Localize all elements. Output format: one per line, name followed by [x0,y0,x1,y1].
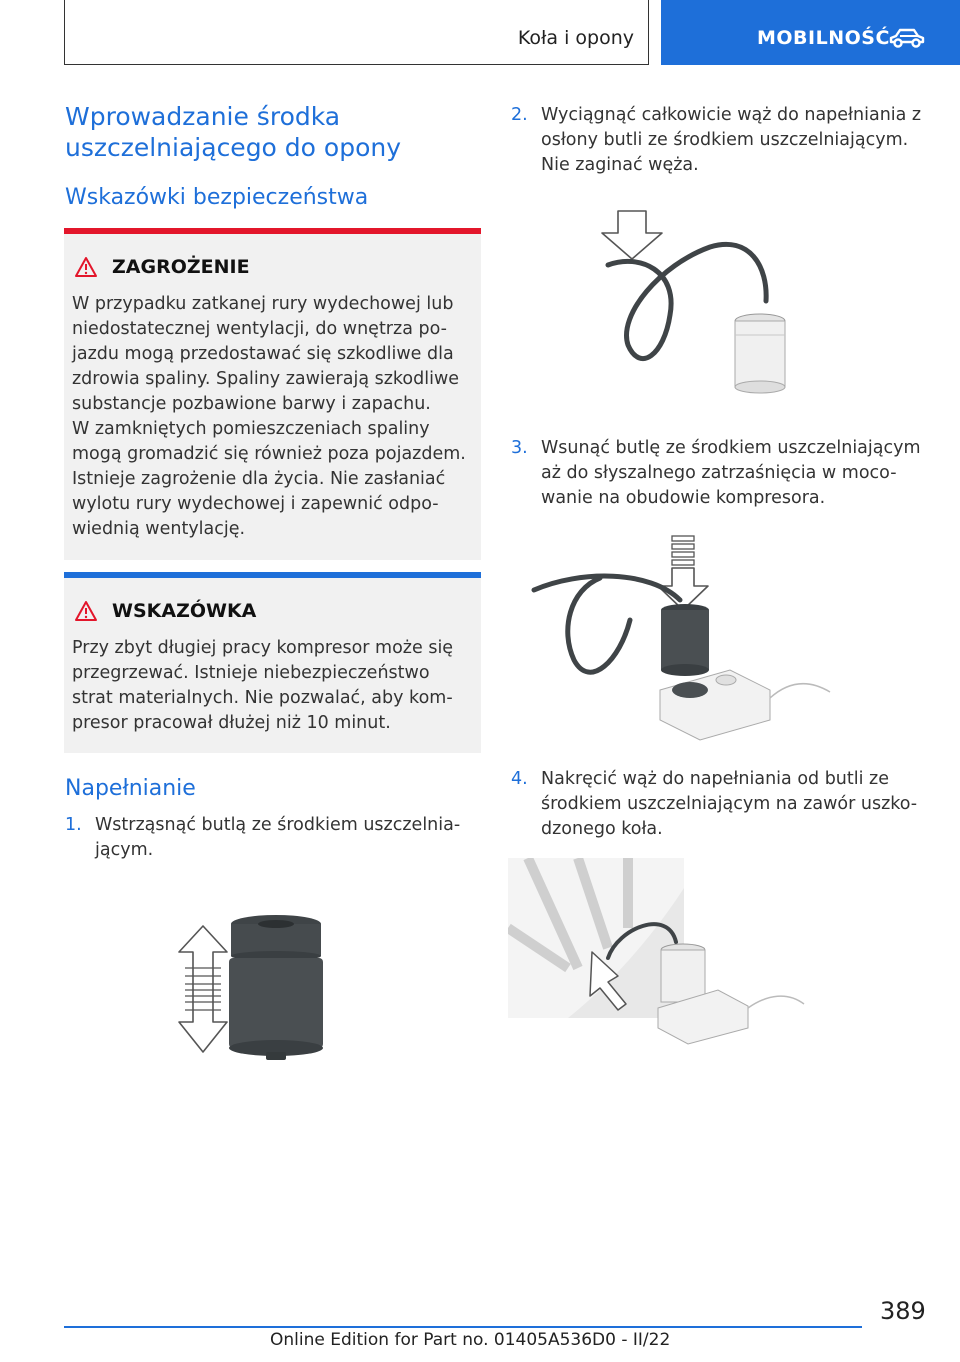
warning-triangle-icon [74,256,98,278]
page-title: Wprowadzanie środka uszczelniającego do opony [65,102,402,162]
notice-box [64,572,481,753]
step-number: 3. [511,438,528,458]
step-number: 2. [511,105,528,125]
notice-text: Przy zbyt długiej pracy kompresor może się przegrzewać. Istnieje niebezpieczeństwo strat materialnych. Nie pozwalać, aby kom- presor pracował dłużej niż 10 minut. [72,638,454,733]
step-1 [65,813,475,863]
danger-title: ZAGROŻENIE [112,256,250,278]
step-text: Wyciągnąć całkowicie wąż do napełniania z osłony butli ze środkiem uszczelniającym. Nie zaginać węża. [541,105,922,175]
step-text: Nakręcić wąż do napełniania od butli ze środkiem uszczelniającym na zawór uszko- dzonego koła. [541,769,918,839]
step-4 [511,767,931,842]
header-section-box [64,0,649,65]
safety-heading: Wskazówki bezpieczeństwa [65,185,369,210]
hose-extraction-illustration [600,205,800,395]
footer-divider [64,1326,862,1328]
shake-bottle-illustration [165,912,335,1062]
danger-box [64,228,481,560]
car-icon [887,26,927,50]
wheel-valve-illustration [508,858,808,1048]
filling-heading: Napełnianie [65,776,196,801]
header-section-title: Koła i opony [517,27,634,49]
danger-text: W przypadku zatkanej rury wydechowej lub niedostatecznej wentylacji, do wnętrza po- jazdu mogą przedostawać się szkodliwe dla zdrowia spaliny. Spaliny zawierają szkodliwe substancje pozbawione barwy i zapachu. W zamkniętych pomieszczeniach spaliny mogą gromadzić się również poza pojazdem. Istnieje zagrożenie dla życia. Nie zasłaniać wylotu rury wydechowej i zapewnić odpo- wiednią wentylację. [72,294,466,539]
bottle-insertion-illustration [530,530,840,745]
step-text: Wstrząsnąć butlą ze środkiem uszczelnia- jącym. [95,815,461,860]
header-chapter-tab[interactable] [661,0,960,65]
step-text: Wsunąć butlę ze środkiem uszczelniającym aż do słyszalnego zatrzaśnięcia w moco- wanie na obudowie kompresora. [541,438,921,508]
page-number: 389 [880,1297,926,1325]
step-number: 1. [65,815,82,835]
warning-triangle-icon [74,600,98,622]
step-2 [511,103,931,178]
step-3 [511,436,931,511]
footer-edition: Online Edition for Part no. 01405A536D0 - II/22 [270,1330,671,1350]
step-number: 4. [511,769,528,789]
notice-title: WSKAZÓWKA [112,600,257,622]
header-chapter-title: MOBILNOŚĆ [757,27,890,49]
